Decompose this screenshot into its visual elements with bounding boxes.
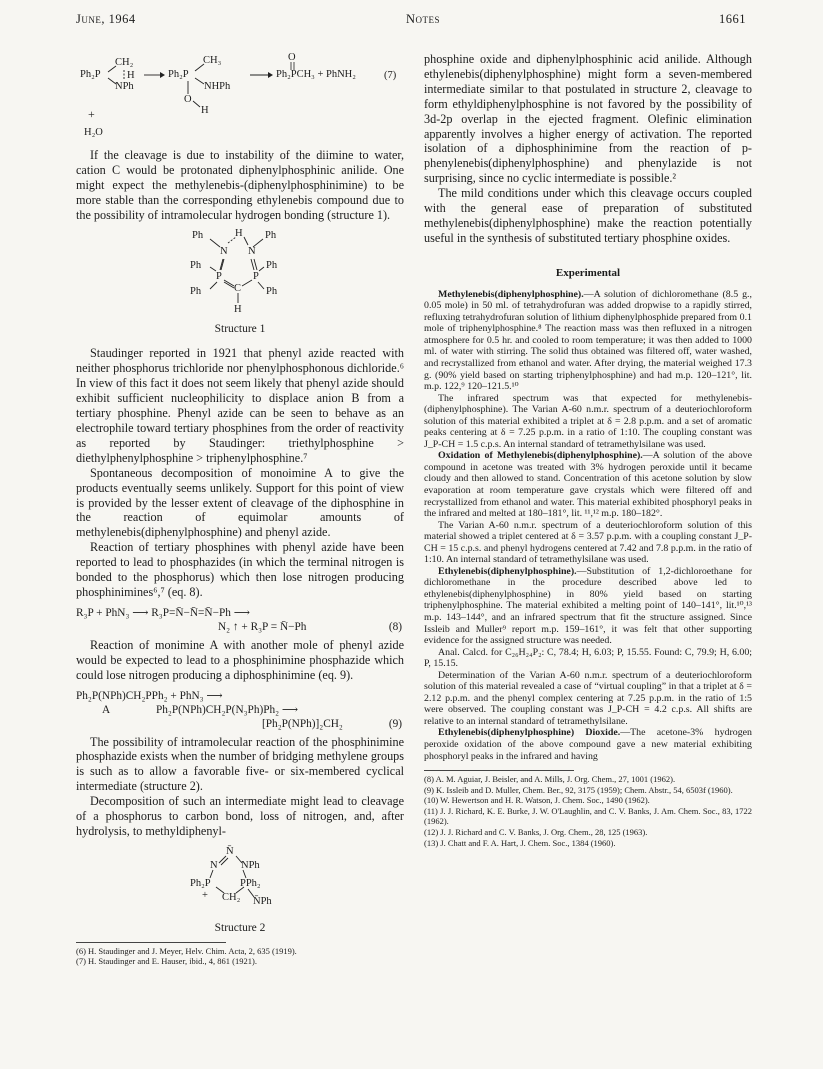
paragraph: phosphine oxide and diphenylphosphinic acid anilide. Although ethylenebis(diphenylphosphine) might form a seven-membered intermediate similar to that postulated in structure 2, cleavage to form ethyldiphenylphosphine is not favored by the possibility of 3d-2p overlap in the ejected fragment. Olefinic elimination apparently involves a higher energy of activation. The reported isolation of a diphosphinimine from the reaction of p-phenylenebis(diphenylphosphine) and phenylazide is not surprising, since no cyclic intermediate is possible.²	[424, 52, 752, 186]
eq9-line2: Ph₂P(NPh)CH₂P(N₃Ph)Ph₂ ⟶	[156, 703, 299, 716]
footnote-12: (12) J. J. Richard and C. V. Banks, J. Org. Chem., 28, 125 (1963).	[424, 827, 648, 838]
s1-p-left: P	[216, 270, 222, 282]
s1-ph-mid-right: Ph	[266, 259, 278, 271]
eq7-nph-a: NPh	[115, 81, 134, 92]
s1-p-right: P	[253, 270, 259, 282]
experimental-heading: Experimental	[555, 266, 621, 279]
subsection-title: Ethylenebis(diphenylphosphine) Dioxide.	[438, 727, 621, 739]
paragraph: The possibility of intramolecular reaction of the phosphinimine phosphazide exists when the number of bridging methylene groups is such as to allow a favorable five- or six-membered cyclical intermediate (structure 2).	[76, 734, 404, 794]
subsection-text: —Substitution of 1,2-dichloroethane for dichloromethane in the procedure described above led to ethylenebis(diphenylphosphine) in 80% yield based on starting triphenylphosphine. The material exhibited a melting point of 140–141°, lit.¹⁰,¹³ m.p. 143–144°, and an infrared spectrum that fit the structure assigned. Since Issleib and Muller⁹ report m.p. 159–161°, it was felt that other supporting evidence for the assigned structure was needed.	[424, 565, 752, 647]
structure-1-caption: Structure 1	[214, 322, 266, 335]
s1-ph-bottom-right: Ph	[266, 285, 278, 297]
paragraph	[424, 727, 752, 762]
footnote-rule	[424, 770, 574, 771]
s2-ch2: CH₂	[222, 891, 241, 903]
s2-plus: +	[202, 889, 208, 901]
eq9-line1: Ph₂P(NPh)CH₂PPh₂ + PhN₃ ⟶	[76, 689, 223, 702]
paragraph: Decomposition of such an intermediate might lead to cleavage of a phosphorus to carbon bond, loss of nitrogen, and, after hydrolysis, to methyldiphenyl-	[76, 794, 404, 838]
paragraph: Reaction of monimine A with another mole of phenyl azide would be expected to lead to a phosphinimine phosphazide which could lose nitrogen producing a diphosphinimine (eq. 9).	[76, 637, 404, 682]
subsection-title: Oxidation of Methylenebis(diphenylphosphine).	[438, 450, 643, 462]
paragraph: Determination of the Varian A-60 n.m.r. spectrum of a deuteriochloroform solution of this material revealed a case of “virtual coupling” in that a triplet at δ = 2.12 p.p.m. and the phenyl complex centering at 7.25 p.p.m. in the ratio of 1:5 were observed. The coupling constant was J_P-CH = 4.2 c.p.s. All shifts are relative to an internal standard of tetramethylsilane.	[424, 669, 752, 727]
s1-h-bottom: H	[234, 303, 242, 315]
paragraph: The mild conditions under which this cleavage occurs coupled with the general ease of preparation of substituted methylenebis(diphenylphosphine) make the reaction potentially useful in the synthesis of substituted tertiary phosphine oxides.	[424, 186, 752, 245]
eq7-ch3-b: CH₃	[203, 55, 222, 66]
eq7-product: Ph₂PCH₃ + PhNH₂	[276, 69, 356, 80]
section-name: Notes	[406, 12, 441, 26]
eq7-h2o: H₂O	[84, 127, 103, 138]
eq9-label-a: A	[102, 703, 111, 716]
s2-nph-bottom: N̄Ph	[253, 895, 272, 907]
subsection-title: Ethylenebis(diphenylphosphine).	[438, 565, 577, 577]
s1-ph-mid-left: Ph	[190, 259, 202, 271]
footnote-9: (9) K. Issleib and D. Muller, Chem. Ber., 92, 3175 (1959); Chem. Abstr., 54, 6503f (1960).	[424, 784, 733, 795]
paragraph: Reaction of tertiary phosphines with phenyl azide have been reported to lead to phosphazides (in which the terminal nitrogen is bonded to the phosphorus) which then lose nitrogen producing phosphinimines⁶,⁷ (eq. 8).	[76, 540, 404, 599]
eq7-h-b: H	[201, 105, 209, 116]
equation-8	[76, 606, 404, 634]
page-header	[76, 12, 746, 30]
paragraph	[424, 450, 752, 519]
s1-ph-bottom-left: Ph	[190, 285, 202, 297]
s2-ph2p: Ph₂P	[190, 877, 211, 889]
eq7-plus: +	[88, 107, 95, 121]
journal-date: June, 1964	[76, 12, 136, 26]
paragraph	[424, 566, 752, 647]
paragraph: If the cleavage is due to instability of the diimine to water, cation C would be protonated diphenylphosphinic anilide. One might expect the methylenebis-(diphenylphosphinimine) to be more stable than the corresponding ethylenebis compound due to the possibility of intramolecular hydrogen bonding (structure 1).	[76, 148, 404, 222]
s1-ph-top-left: Ph	[192, 229, 204, 241]
s2-nph: NPh	[241, 859, 260, 871]
paragraph: Staudinger reported in 1921 that phenyl azide reacted with neither phosphorus trichloride nor phenylphosphonous dichloride.⁶ In view of this fact it does not seem likely that phenyl azide should exhibit sufficient nucleophilicity to displace anion B from a tertiary phosphine. Phenyl azide can be seen to behave as an electrophile toward tertiary phosphines from the order of reactivity as reported by Staudinger: triethylphosphine > diethylphenylphosphine > triphenylphosphine.⁷	[76, 346, 404, 465]
footnote-rule	[76, 942, 226, 943]
eq7-o-b: O	[184, 94, 192, 105]
eq7-h-a: H	[127, 70, 135, 81]
s1-c-center: C	[234, 282, 242, 294]
paragraph: The Varian A-60 n.m.r. spectrum of a deuteriochloroform solution of this material showed a triplet centered at δ = 3.57 p.p.m. with a coupling constant J_P-CH = 15 c.p.s. and phenyl hydrogens centered at 7.42 and 7.8 p.p.m. in the ratio of 1:10. An internal standard of tetramethylsilane was used.	[424, 519, 752, 566]
eq8-number: (8)	[388, 620, 402, 633]
eq7-ch2-a: CH₂	[115, 57, 134, 68]
footnote-6: (6) H. Staudinger and J. Meyer, Helv. Chim. Acta, 2, 635 (1919).	[76, 945, 297, 956]
eq7-ph2p-b: Ph₂P	[168, 69, 189, 80]
s1-ph-top-right: Ph	[265, 229, 277, 241]
s2-n-top: N̄	[226, 845, 234, 857]
footnote-10: (10) W. Hewertson and H. R. Watson, J. Chem. Soc., 1490 (1962).	[424, 795, 650, 806]
s2-pph2: PPh₂	[240, 877, 261, 889]
paragraph: Anal. Calcd. for C₂₆H₂₄P₂: C, 78.4; H, 6.03; P, 15.55. Found: C, 79.9; H, 6.00; P, 15.15.	[424, 646, 752, 670]
equation-7	[80, 52, 404, 148]
paragraph	[424, 289, 752, 393]
structure-2	[76, 845, 404, 919]
s1-n-right: N	[248, 245, 256, 257]
paragraph: Spontaneous decomposition of monoimine A to give the products eventually seems unlikely. Support for this point of view is provided by the lesser extent of cleavage of the diphosphine in the reaction of equimolar amounts of methylenebis(diphenylphosphine) and phenyl azide.	[76, 465, 404, 540]
structure-1	[76, 225, 404, 320]
left-column	[76, 52, 404, 967]
eq7-nhph-b: NHPh	[204, 81, 231, 92]
footnote-11: (11) J. J. Richard, K. E. Burke, J. W. O'Laughlin, and C. V. Banks, J. Am. Chem. Soc., 83, 1722 (1962).	[424, 805, 752, 827]
s1-h-bridge: H	[235, 227, 243, 239]
subsection-text: —A solution of the above compound in acetone was treated with 3% hydrogen peroxide until it became cloudy and then allowed to stand. Concentration of this acetone solution by slow evaporation at room temperature gave crystals which were filtered off and recrystallized from ethanol and water. This material exhibited phosphoryl peaks in the infrared and melted at 180–181°, lit. ¹¹,¹² m.p. 180–182°.	[424, 450, 753, 520]
subsection-text: —The acetone-3% hydrogen peroxide oxidation of the above compound gave a new material exhibiting phosphoryl peaks in the infrared and having	[424, 727, 752, 762]
footnote-8: (8) A. M. Aguiar, J. Beisler, and A. Mills, J. Org. Chem., 27, 1001 (1962).	[424, 774, 676, 785]
s1-n-left: N	[220, 245, 228, 257]
subsection-text: —A solution of dichloromethane (8.5 g., 0.05 mole) in 50 ml. of tetrahydrofuran was added dropwise to a rapidly stirred, refluxing tetrahydrofuran solution of lithium diphenylphosphide prepared from 0.1 mole of triphenylphosphine.⁸ The reaction mass was then refluxed in a nitrogen atmosphere for 0.5 hr. and cooled to room temperature; it was then added to 1000 ml. of water with stirring. The solid thus obtained was filtered off, water washed, and recrystallized from ethanol and water. After drying, the material weighed 17.3 g. (90% yield based on starting triphenylphosphine) and had m.p. 120–121°, lit. m.p. 122,⁹ 120–121.5.¹⁰	[424, 288, 752, 393]
structure-2-caption: Structure 2	[214, 921, 266, 934]
equation-9	[76, 689, 404, 731]
eq7-number: (7)	[384, 70, 397, 81]
eq8-line2: N₂ ↑ + R₃P = N̄−Ph	[218, 620, 307, 633]
eq9-number: (9)	[388, 717, 402, 730]
experimental-section	[424, 289, 752, 762]
eq7-ph2p-a: Ph₂P	[80, 69, 101, 80]
footnote-13: (13) J. Chatt and F. A. Hart, J. Chem. Soc., 1384 (1960).	[424, 837, 616, 848]
page-number: 1661	[719, 12, 746, 26]
subsection-title: Methylenebis(diphenylphosphine).	[438, 288, 584, 300]
eq9-line3: [Ph₂P(NPh)]₂CH₂	[262, 717, 343, 730]
eq8-line1: R₃P + PhN₃ ⟶ R₃P=N̄−N̄=N̄−Ph ⟶	[76, 606, 250, 619]
right-column	[424, 52, 752, 848]
eq7-o-top: O	[288, 52, 296, 63]
s2-n-left: N	[210, 859, 218, 871]
footnote-7: (7) H. Staudinger and E. Hauser, ibid., 4, 861 (1921).	[76, 956, 257, 967]
paragraph: The infrared spectrum was that expected for methylenebis-(diphenylphosphine). The Varian A-60 n.m.r. spectrum of a deuteriochloroform solution of this material exhibited a triplet at δ = 2.8 p.p.m. and a set of aromatic peaks centering at δ = 7.25 p.p.m. in a ratio of 1:10. The coupling constant was J_P-CH = 1.5 c.p.s. An internal standard of tetramethylsilane was used.	[424, 392, 752, 450]
